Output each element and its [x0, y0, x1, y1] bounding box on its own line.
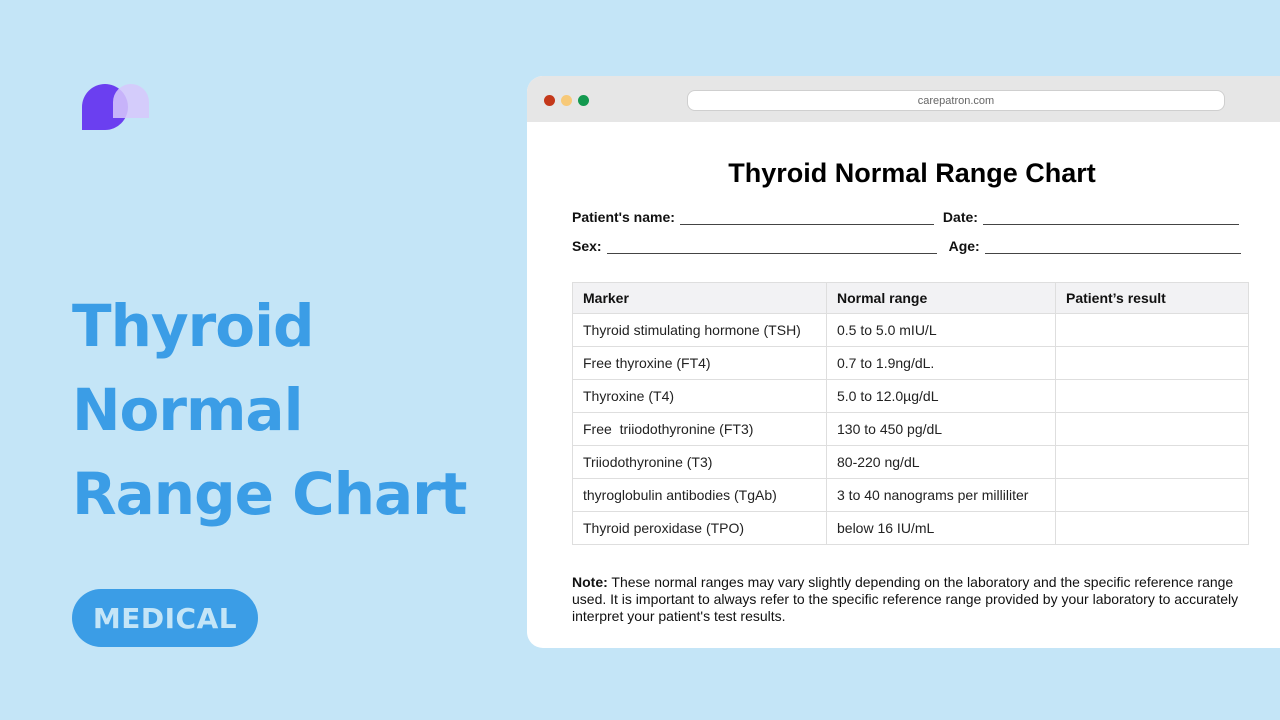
hero-title-line2: Range Chart [72, 460, 467, 528]
thyroid-range-table [572, 282, 1249, 545]
result-cell[interactable] [1056, 314, 1249, 347]
date-line[interactable] [983, 211, 1239, 225]
document-title: Thyroid Normal Range Chart [728, 158, 1096, 188]
sex-field[interactable] [572, 238, 937, 254]
result-cell[interactable] [1056, 413, 1249, 446]
patient-name-line[interactable] [680, 211, 934, 225]
hero-title-line1: Thyroid Normal [72, 292, 314, 444]
browser-toolbar [527, 76, 1280, 122]
table-header-row [573, 283, 1249, 314]
patient-info-row-1 [572, 209, 1239, 225]
marker-cell: Free thyroxine (FT4) [573, 347, 827, 380]
age-label: Age: [948, 238, 980, 254]
age-line[interactable] [985, 240, 1241, 254]
marker-cell: Thyroxine (T4) [573, 380, 827, 413]
patient-name-label: Patient's name: [572, 209, 675, 225]
range-cell: below 16 IU/mL [827, 512, 1056, 545]
marker-cell: Thyroid stimulating hormone (TSH) [573, 314, 827, 347]
result-cell[interactable] [1056, 512, 1249, 545]
marker-cell: Triiodothyronine (T3) [573, 446, 827, 479]
result-cell[interactable] [1056, 479, 1249, 512]
disclaimer-note [572, 574, 1262, 625]
sex-line[interactable] [607, 240, 937, 254]
date-label: Date: [942, 209, 978, 225]
hero-title [72, 284, 512, 536]
note-text: These normal ranges may vary slightly depending on the laboratory and the specific reference range used. It is important to always refer to the specific reference range provided by your laboratory to accurately interpret your patient's test results. [572, 574, 1239, 624]
table-row [573, 347, 1249, 380]
maximize-window-icon[interactable] [578, 95, 589, 106]
column-header-patient-result: Patient’s result [1056, 283, 1249, 314]
category-badge: MEDICAL [72, 589, 258, 647]
table-row [573, 479, 1249, 512]
date-field[interactable] [943, 209, 1239, 225]
patient-info-row-2 [572, 238, 1241, 254]
range-cell: 0.5 to 5.0 mIU/L [827, 314, 1056, 347]
table-row [573, 314, 1249, 347]
result-cell[interactable] [1056, 347, 1249, 380]
range-cell: 3 to 40 nanograms per milliliter [827, 479, 1056, 512]
browser-window [527, 76, 1280, 648]
marker-cell: Free triiodothyronine (FT3) [573, 413, 827, 446]
table-row [573, 413, 1249, 446]
sex-label: Sex: [572, 238, 602, 254]
carepatron-logo-icon [82, 84, 150, 132]
column-header-marker: Marker [573, 283, 827, 314]
range-cell: 80-220 ng/dL [827, 446, 1056, 479]
column-header-normal-range: Normal range [827, 283, 1056, 314]
age-field[interactable] [949, 238, 1241, 254]
range-cell: 130 to 450 pg/dL [827, 413, 1056, 446]
minimize-window-icon[interactable] [561, 95, 572, 106]
patient-name-field[interactable] [572, 209, 934, 225]
range-cell: 0.7 to 1.9ng/dL. [827, 347, 1056, 380]
table-row [573, 380, 1249, 413]
table-row [573, 512, 1249, 545]
logo [82, 84, 150, 132]
note-label: Note: [572, 574, 608, 590]
table-row [573, 446, 1249, 479]
result-cell[interactable] [1056, 446, 1249, 479]
result-cell[interactable] [1056, 380, 1249, 413]
address-bar[interactable]: carepatron.com [687, 90, 1225, 111]
close-window-icon[interactable] [544, 95, 555, 106]
range-cell: 5.0 to 12.0µg/dL [827, 380, 1056, 413]
marker-cell: Thyroid peroxidase (TPO) [573, 512, 827, 545]
marker-cell: thyroglobulin antibodies (TgAb) [573, 479, 827, 512]
